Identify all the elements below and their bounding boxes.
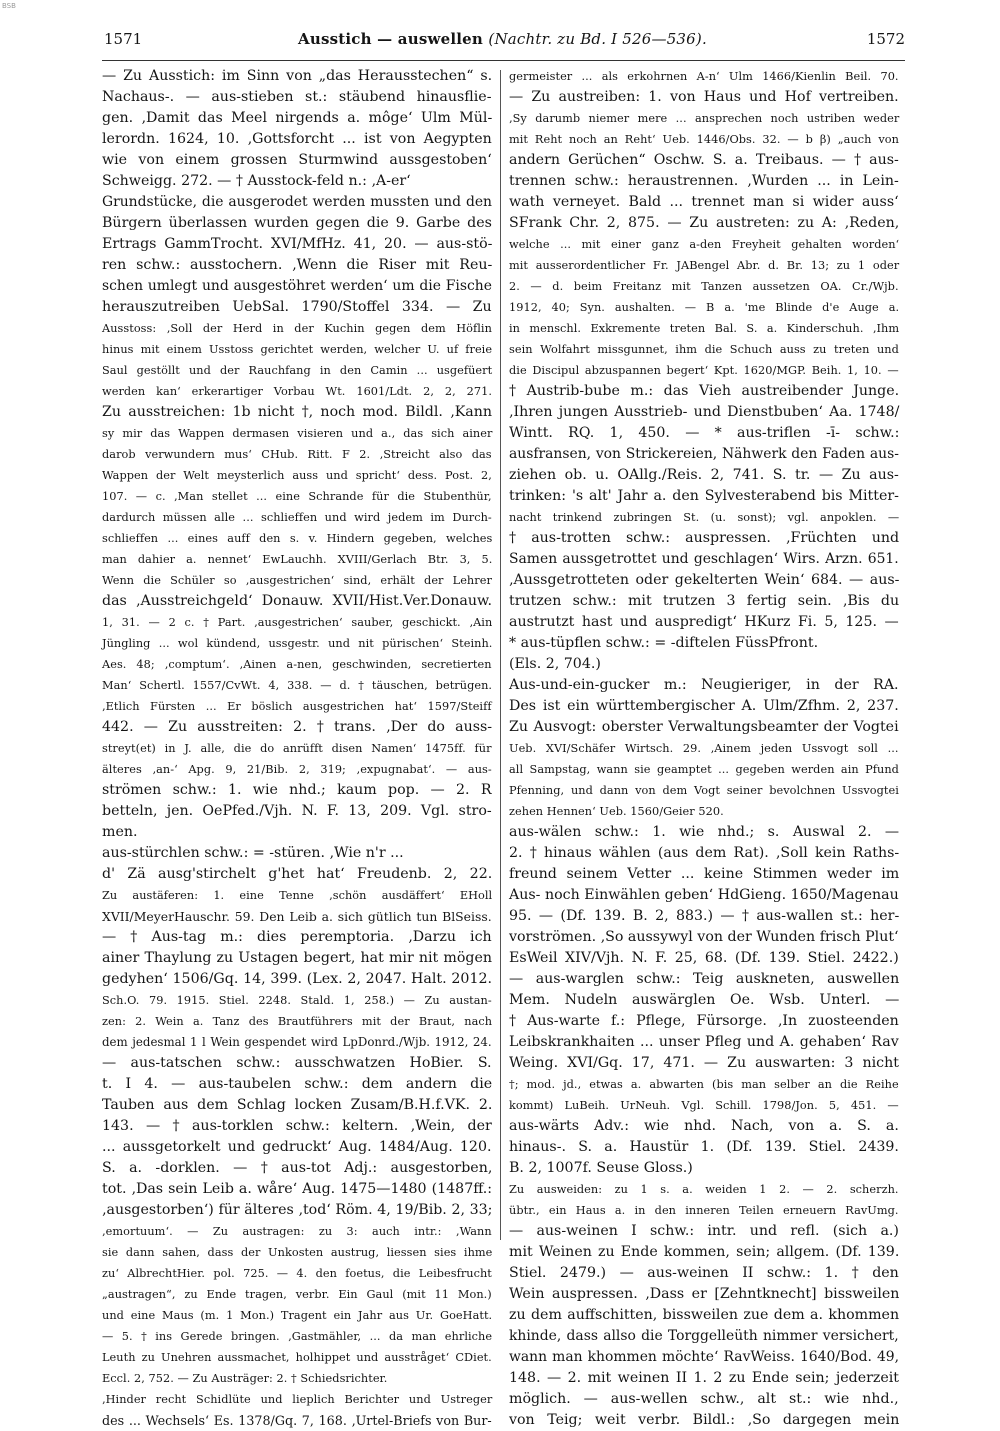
- text-line: Pfenning, und dann von dem Vogt seiner bevolchnen Ussvogtei: [509, 784, 899, 797]
- text-line: vorströmen. ‚So aussywyl von der Wunden frisch Plut‘: [509, 929, 899, 945]
- text-line: ausfransen, von Strickereien, Nähwerk den Faden aus-: [509, 446, 899, 462]
- text-line: streyt(et) in J. alle, die do anrüfft disen Namen‘ 1475ff. für: [102, 742, 492, 755]
- text-line: aus-wälen schw.: 1. wie nhd.; s. Auswal 2. —: [509, 824, 900, 840]
- text-line: Wintt. RQ. 1, 450. — * aus-triflen -ī- schw.:: [509, 425, 900, 441]
- text-line: „austragen“, zu Ende tragen, verbr. Ein Gaul (mit 11 Mon.): [102, 1288, 492, 1301]
- text-line: S. a. -dorklen. — † aus-tot Adj.: ausgestorben,: [102, 1160, 493, 1176]
- text-line: darob verwundern mus‘ CHub. Ritt. F 2. ‚Streicht also das: [102, 448, 492, 461]
- text-line: trennen schw.: heraustrennen. ‚Wurden ... in Lein-: [509, 173, 899, 189]
- text-line: Tauben aus dem Schlag locken Zusam/B.H.f.VK. 2.: [102, 1097, 493, 1113]
- library-stamp: BSB: [2, 2, 16, 10]
- text-line: Aes. 48; ‚comptum‘. ‚Ainen a-nen, geschwinden, secretierten: [102, 658, 492, 671]
- text-line: — Zu austreiben: 1. von Haus und Hof vertreiben.: [509, 89, 899, 105]
- text-line: ‚Etlich Fürsten ... Er böslich ausgestrichen hat‘ 1597/Steiff: [102, 700, 492, 713]
- text-line: tot. ‚Das sein Leib a. wåre‘ Aug. 1475—1480 (1487ff.:: [102, 1181, 493, 1197]
- text-line: Eccl. 2, 752. — Zu Austräger: 2. † Schiedsrichter.: [102, 1372, 388, 1385]
- text-line: herauszutreiben UebSal. 1790/Stoffel 334. — Zu: [102, 299, 492, 315]
- text-line: SFrank Chr. 2, 875. — Zu austreten: zu A: ‚Reden,: [509, 215, 900, 231]
- text-line: Man‘ Schertl. 1557/CvWt. 4, 338. — d. † täuschen, betrügen.: [102, 679, 493, 692]
- text-line: ‚Hinder recht Schidlüte und lieplich Berichter und Ustreger: [102, 1393, 493, 1406]
- text-line: Samen aussgetrottet und geschlagen‘ Wirs. Arzn. 651.: [509, 551, 899, 567]
- text-line: Aus-und-ein-gucker m.: Neugieriger, in der RA.: [509, 677, 899, 693]
- text-line: mit Weinen zu Ende kommen, sein; allgem. (Df. 139.: [509, 1244, 900, 1260]
- text-line: kommt) LuBeih. UrNeuh. Vgl. Schill. 1798/Jon. 5, 451. —: [509, 1099, 899, 1112]
- text-line: zu dem auffschitten, bissweilen zue dem a. khommen: [509, 1307, 900, 1323]
- text-line: zu‘ AlbrechtHier. pol. 725. — 4. den foetus, die Leibesfrucht: [102, 1267, 492, 1280]
- text-line: in menschl. Exkremente treten Bal. S. a. Kinderschuh. ‚Ihm: [509, 322, 900, 335]
- text-line: 148. — 2. mit weinen II 1. 2 zu Ende sein; jederzeit: [509, 1370, 900, 1386]
- text-line: dem jedesmal 1 l Wein gespendet wird LpDonrd./Wjb. 1912, 24.: [102, 1035, 492, 1049]
- running-title-note: (Nachtr. zu Bd. I 526—536).: [488, 30, 707, 48]
- page-number-right: 1572: [866, 30, 905, 48]
- text-line: gedyhen‘ 1506/Gq. 14, 399. (Lex. 2, 2047. Halt. 2012.: [102, 971, 493, 987]
- text-line: Sch.O. 79. 1915. Stiel. 2248. Stald. 1, 258.) — Zu austan-: [102, 994, 492, 1007]
- text-line: und eine Maus (m. 1 Mon.) Tragent ein Jahr aus Ur. GoeHatt.: [102, 1309, 493, 1322]
- text-line: Ueb. XVI/Schäfer Wirtsch. 29. ‚Ainem jeden Ussvogt soll ...: [509, 742, 899, 755]
- text-line: werden kan‘ erkerartiger Vorbau Wt. 1601/Ldt. 2, 2, 271.: [102, 385, 492, 398]
- text-line: ren schw.: ausstochern. ‚Wenn die Riser mit Reu-: [102, 257, 493, 273]
- text-line: 95. — (Df. 139. B. 2, 883.) — † aus-wallen st.: her-: [509, 908, 900, 924]
- text-line: Grundstücke, die ausgerodet werden mussten und den: [102, 194, 492, 210]
- text-line: EsWeil XIV/Vjh. N. F. 25, 68. (Df. 139. Stiel. 2422.): [509, 950, 899, 966]
- text-line: Leibskrankhaiten ... unser Pfleg und A. gehaben‘ Rav: [509, 1034, 899, 1050]
- column-divider: [500, 70, 501, 1240]
- text-line: übtr., ein Haus a. in den inneren Teilen erneuern RavUmg.: [509, 1204, 899, 1217]
- text-line: — † Aus-tag m.: dies peremptoria. ‚Darzu ich: [102, 929, 492, 945]
- text-line: trutzen schw.: mit trutzen 3 fertig sein. ‚Bis du: [509, 593, 900, 609]
- text-line: zehen Hennen‘ Ueb. 1560/Geier 520.: [509, 805, 724, 818]
- text-line: sie dann sahen, dass der Unkosten austrug, liessen sies ihme: [102, 1246, 493, 1259]
- text-line: Stiel. 2479.) — aus-weinen II schw.: 1. † den: [509, 1265, 899, 1281]
- text-line: Wein auspressen. ‚Dass er [Zehntknecht] bissweilen: [509, 1286, 900, 1302]
- text-line: Mem. Nudeln auswärglen Oe. Wsb. Unterl. —: [509, 992, 900, 1008]
- text-line: hinus mit einem Usstoss gerichtet werden, welcher U. uf freie: [102, 343, 493, 356]
- text-line: sein Wolfahrt missgunnet, ihm die Schuch auss zu treten und: [509, 343, 899, 356]
- text-line: † Aus-warte f.: Pflege, Fürsorge. ‚In zuosteenden: [509, 1013, 899, 1029]
- text-line: ‚emortuum‘. — Zu austragen: zu 3: auch intr.: ‚Wann: [102, 1225, 492, 1238]
- text-line: — aus-weinen I schw.: intr. und refl. (sich a.): [509, 1223, 899, 1239]
- text-line: — Zu Ausstich: im Sinn von „das Herausstechen“ s.: [102, 68, 493, 84]
- text-line: gen. ‚Damit das Meel nirgends a. môge‘ Ulm Mül-: [102, 110, 493, 126]
- text-line: die Discipul abzuspannen begert‘ Kpt. 1620/MGP. Beih. 1, 10. —: [509, 364, 899, 377]
- text-line: — 5. † ins Gerede bringen. ‚Gastmähler, ... da man ehrliche: [102, 1330, 493, 1343]
- text-line: 1, 31. — 2 c. † Part. ‚ausgestrichen‘ sauber, geschickt. ‚Ain: [102, 616, 493, 629]
- text-line: Aus- noch Einwählen geben‘ HdGieng. 1650/Magenau: [509, 887, 899, 903]
- text-line: welche ... mit einer ganz a-den Freyheit gehalten worden‘: [509, 238, 900, 251]
- text-line: all Sampstag, wann sie geamptet ... gegeben werden ain Pfund: [509, 763, 899, 776]
- text-line: B. 2, 1007f. Seuse Gloss.): [509, 1160, 693, 1176]
- text-line: t. I 4. — aus-taubelen schw.: dem andern die: [102, 1076, 493, 1092]
- text-line: andern Gerüchen“ Oschw. S. a. Treibaus. — † aus-: [509, 152, 899, 168]
- text-line: Saul gestöllt und der Rauchfang in den Camin ... usgefüert: [102, 364, 493, 377]
- text-line: ‚Aussgetrotteten oder gekelterten Wein‘ 684. — aus-: [509, 572, 900, 588]
- text-line: man dahier a. nennet‘ EwLauchh. XVIII/Gerlach Btr. 3, 5.: [102, 553, 493, 566]
- text-line: austrutzt hast und auspredigt‘ HKurz Fi. 5, 125. —: [509, 614, 899, 630]
- running-title-main: Ausstich — auswellen: [298, 30, 483, 48]
- text-line: freund seinem Vetter ... keine Stimmen weder im: [509, 866, 900, 882]
- text-line: Wappen der Welt meysterlich auss und spricht‘ dess. Post. 2,: [102, 469, 492, 482]
- text-line: Bürgern überlassen wurden gegen die 9. Garbe des: [102, 215, 492, 231]
- text-line: d' Zä ausg'stirchelt g'het hat‘ Freudenb. 2, 22.: [102, 866, 493, 882]
- text-line: germeister ... als erkohrnen A-n‘ Ulm 1466/Kienlin Beil. 70.: [509, 70, 899, 83]
- page-header: [100, 30, 905, 54]
- text-line: 2. † hinaus wählen (aus dem Rat). ‚Soll kein Raths-: [509, 845, 900, 861]
- text-line: 442. — Zu ausstreiten: 2. † trans. ‚Der do auss-: [102, 719, 493, 735]
- text-line: 2. — d. beim Freitanz mit Tanzen aussetzen OA. Cr./Wjb.: [509, 280, 899, 293]
- text-line: (Els. 2, 704.): [509, 656, 601, 672]
- text-line: Schweigg. 272. — † Ausstock-feld n.: ‚A-er‘: [102, 173, 411, 189]
- text-line: Zu ausstreichen: 1b nicht †, noch mod. Bildl. ‚Kann: [102, 404, 493, 420]
- text-line: aus-wärts Adv.: wie nhd. Nach, von a. S. a.: [509, 1118, 899, 1134]
- text-line: Weing. XVI/Gq. 17, 471. — Zu auswarten: 3 nicht: [509, 1055, 899, 1071]
- header-rule: [102, 60, 905, 61]
- text-line: des ... Wechsels‘ Es. 1378/Gq. 7, 168. ‚Urtel-Briefs von Bur-: [102, 1413, 492, 1428]
- text-line: wann man khommen möchte‘ RavWeiss. 1640/Bod. 49,: [509, 1349, 900, 1365]
- text-line: XVII/MeyerHauschr. 59. Den Leib a. sich gütlich tun BlSeiss.: [102, 909, 492, 924]
- text-line: Wenn die Schüler so ‚ausgestrichen‘ sind, erhält der Lehrer: [102, 574, 492, 587]
- text-line: mit Reht noch an Reht‘ Ueb. 1446/Obs. 32. — b β) „auch von: [509, 133, 899, 146]
- text-line: strömen schw.: 1. wie nhd.; kaum pop. — 2. R: [102, 782, 492, 798]
- text-line: nacht trinkend zubringen St. (u. sonst); vgl. anpoklen. —: [509, 511, 900, 524]
- text-line: dardurch müssen alle ... schlieffen und wird jedem im Durch-: [102, 511, 492, 524]
- text-line: men.: [102, 824, 138, 840]
- text-line: * aus-tüpflen schw.: = -diftelen FüssPfront.: [509, 635, 819, 651]
- text-line: Ertrags GammTrocht. XVI/MfHz. 41, 20. — aus-stö-: [102, 236, 493, 252]
- text-line: Zu Ausvogt: oberster Verwaltungsbeamter der Vogtei: [509, 719, 899, 735]
- text-line: Zu ausweiden: zu 1 s. a. weiden 1 2. — 2. scherzh.: [509, 1183, 899, 1196]
- text-line: Leuth zu Unehren aussmachet, holhippet und ausstråget‘ CDiet.: [102, 1351, 492, 1364]
- text-line: ziehen ob. u. OAllg./Reis. 2, 741. S. tr. — Zu aus-: [509, 467, 899, 483]
- text-line: sy mir das Wappen dermasen visieren und a., das sich ainer: [102, 427, 493, 440]
- text-line: wath verneyet. Bald ... trennet man si wider auss‘: [509, 194, 899, 210]
- text-line: † Austrib-bube m.: das Vieh austreibender Junge.: [509, 383, 900, 399]
- page-number-left: 1571: [104, 30, 143, 48]
- text-line: khinde, dass allso die Torggelleüth nimmer versichert,: [509, 1328, 899, 1344]
- text-line: ... aussgetorkelt und gedruckt‘ Aug. 1484/Aug. 120.: [102, 1139, 492, 1155]
- text-line: älteres ‚an-‘ Apg. 9, 21/Bib. 2, 319; ‚expugnabat‘. — aus-: [102, 763, 492, 776]
- text-line: Ausstoss: ‚Soll der Herd in der Kuchin gegen dem Höflin: [102, 322, 492, 335]
- text-line: Zu austäferen: 1. eine Tenne ‚schön ausdäffert‘ EHoll: [102, 889, 493, 902]
- text-line: lerordn. 1624, 10. ‚Gottsforcht ... ist von Aegypten: [102, 131, 492, 147]
- left-column: [102, 66, 493, 1428]
- text-line: Nachaus-. — aus-stieben st.: stäubend hinausflie-: [102, 89, 492, 105]
- text-line: möglich. — aus-wellen schw., alt st.: wie nhd.,: [509, 1391, 899, 1407]
- text-line: wie von einem grossen Sturmwind aussgestoben‘: [102, 152, 492, 168]
- text-line: Des ist ein württembergischer A. Ulm/Zfhm. 2, 237.: [509, 698, 899, 714]
- text-line: 143. — † aus-torklen schw.: keltern. ‚Wein, der: [102, 1118, 492, 1134]
- text-line: das ‚Ausstreichgeld‘ Donauw. XVII/Hist.Ver.Donauw.: [102, 593, 492, 609]
- text-line: von Teig; weit verbr. Bildl.: ‚So dargegen mein: [509, 1412, 900, 1428]
- text-line: † aus-trotten schw.: auspressen. ‚Früchten und: [509, 530, 900, 546]
- text-line: zen: 2. Wein a. Tanz des Brautführers mit der Braut, nach: [102, 1015, 493, 1028]
- text-line: ‚Ihren jungen Ausstrieb- und Dienstbuben‘ Aa. 1748/: [509, 404, 900, 420]
- text-line: trinken: 's alt' Jahr a. den Sylvesterabend bis Mitter-: [509, 488, 899, 504]
- text-line: ainer Thaylung zu Ustagen begert, hat mir nit mögen: [102, 950, 492, 966]
- text-line: †; mod. jd., etwas a. abwarten (bis man selber an die Reihe: [509, 1078, 899, 1091]
- text-line: schen umlegt und ausgestöhret werden‘ um die Fische: [102, 278, 492, 294]
- text-line: ‚ausgestorben‘) für älteres ‚tod‘ Röm. 4, 19/Bib. 2, 33;: [102, 1202, 493, 1218]
- text-line: mit ausserordentlicher Fr. JABengel Abr. d. Br. 13; zu 1 oder: [509, 259, 900, 272]
- text-line: ‚Sy darumb niemer mere ... ansprechen noch ustriben weder: [509, 112, 900, 125]
- text-line: 1912, 40; Syn. aushalten. — B a. 'me Blinde d'e Auge a.: [509, 301, 900, 314]
- text-line: betteln, jen. OePfed./Vjh. N. F. 13, 209. Vgl. stro-: [102, 803, 492, 819]
- running-title: [100, 30, 905, 48]
- text-line: — aus-tatschen schw.: ausschwatzen HoBier. S.: [102, 1055, 492, 1071]
- right-column: [509, 66, 900, 1428]
- text-line: Jüngling ... wol kündend, ussgestr. und nit pürischen‘ Steinh.: [102, 637, 493, 650]
- text-line: 107. — c. ‚Man stellet ... eine Schrande für die Stubenthür,: [102, 490, 492, 503]
- text-line: schlieffen ... eines auff den s. v. Hindern gegeben, welches: [102, 532, 493, 545]
- text-line: hinaus-. S. a. Haustür 1. (Df. 139. Stiel. 2439.: [509, 1139, 899, 1155]
- text-line: — aus-warglen schw.: Teig auskneten, auswellen: [509, 971, 900, 987]
- text-line: aus-stürchlen schw.: = -stüren. ‚Wie n'r ...: [102, 845, 404, 861]
